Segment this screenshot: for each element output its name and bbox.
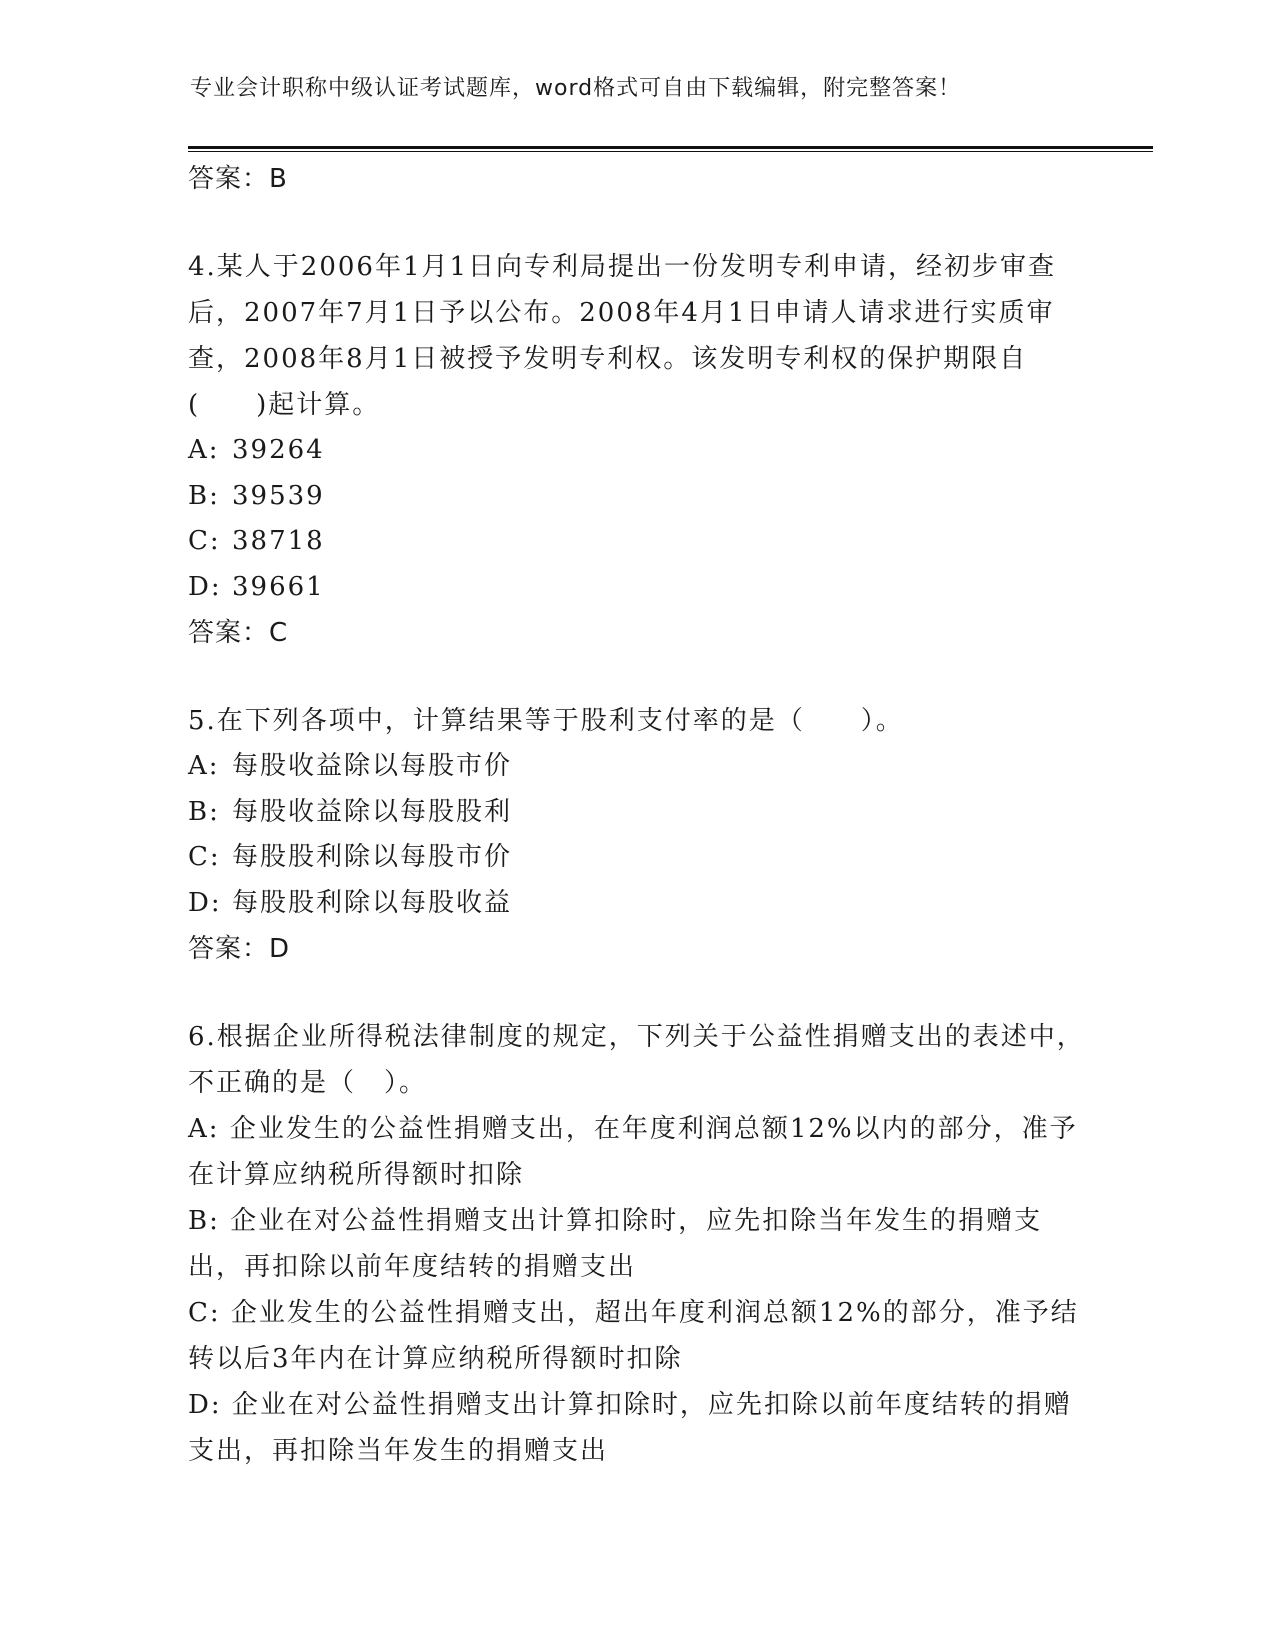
option-text: 39539 [232,480,325,511]
question-stem: 5.在下列各项中，计算结果等于股利支付率的是（ ）。 [188,706,904,736]
option-label: B: [188,796,220,827]
question-5 [188,698,1088,972]
option-text: 企业发生的公益性捐赠支出，超出年度利润总额12%的部分，准予结转以后3年内在计算应纳税所得额时扣除 [188,1298,1079,1374]
option-c [188,519,1088,565]
option-d [188,881,1088,927]
option-label: C: [188,1298,221,1328]
spacer [188,972,1088,1014]
option-text: 每股股利除以每股市价 [232,842,513,872]
option-d [188,1382,1088,1474]
option-text: 每股股利除以每股收益 [232,887,513,918]
header-rule-thick [188,146,1153,149]
question-content [188,156,1088,1474]
page-header: 专业会计职称中级认证考试题库，word格式可自由下载编辑，附完整答案！ [190,76,962,101]
question-4 [188,244,1088,656]
option-text: 企业发生的公益性捐赠支出，在年度利润总额12%以内的部分，准予在计算应纳税所得额时扣除 [188,1114,1078,1190]
option-label: D: [188,1390,222,1420]
option-text: 每股收益除以每股市价 [232,751,513,781]
answer-prev: 答案：B [188,164,288,194]
option-a [188,428,1088,474]
option-text: 39264 [232,435,325,465]
option-d [188,565,1088,611]
answer-5: 答案：D [188,934,291,964]
option-b [188,474,1088,520]
option-text: 38718 [232,526,325,556]
option-label: B: [188,480,220,511]
option-label: A: [188,1114,220,1144]
header-rule-thin [188,151,1153,152]
option-a [188,744,1088,790]
spacer [188,202,1088,244]
question-6 [188,1014,1088,1474]
question-stem: 6.根据企业所得税法律制度的规定，下列关于公益性捐赠支出的表述中，不正确的是（ ）。 [188,1022,1085,1098]
option-b [188,1198,1088,1290]
spacer [188,656,1088,698]
option-label: C: [188,526,221,556]
answer-4: 答案：C [188,618,289,648]
option-c [188,835,1088,881]
option-label: C: [188,842,221,872]
option-a [188,1106,1088,1198]
option-b [188,790,1088,836]
option-label: A: [188,435,220,465]
option-c [188,1290,1088,1382]
option-label: D: [188,571,222,602]
option-label: B: [188,1206,220,1236]
question-stem: 4.某人于2006年1月1日向专利局提出一份发明专利申请，经初步审查后，2007年7月1日予以公布。2008年4月1日申请人请求进行实质审查，2008年8月1日被授予发明专利权。该发明专利权的保护期限自( )起计算。 [188,252,1057,420]
option-label: D: [188,887,222,918]
option-text: 39661 [232,571,325,602]
option-text: 企业在对公益性捐赠支出计算扣除时，应先扣除以前年度结转的捐赠支出，再扣除当年发生的捐赠支出 [188,1390,1072,1466]
option-text: 企业在对公益性捐赠支出计算扣除时，应先扣除当年发生的捐赠支出，再扣除以前年度结转的捐赠支出 [188,1206,1043,1282]
option-text: 每股收益除以每股股利 [232,796,513,827]
option-label: A: [188,751,220,781]
